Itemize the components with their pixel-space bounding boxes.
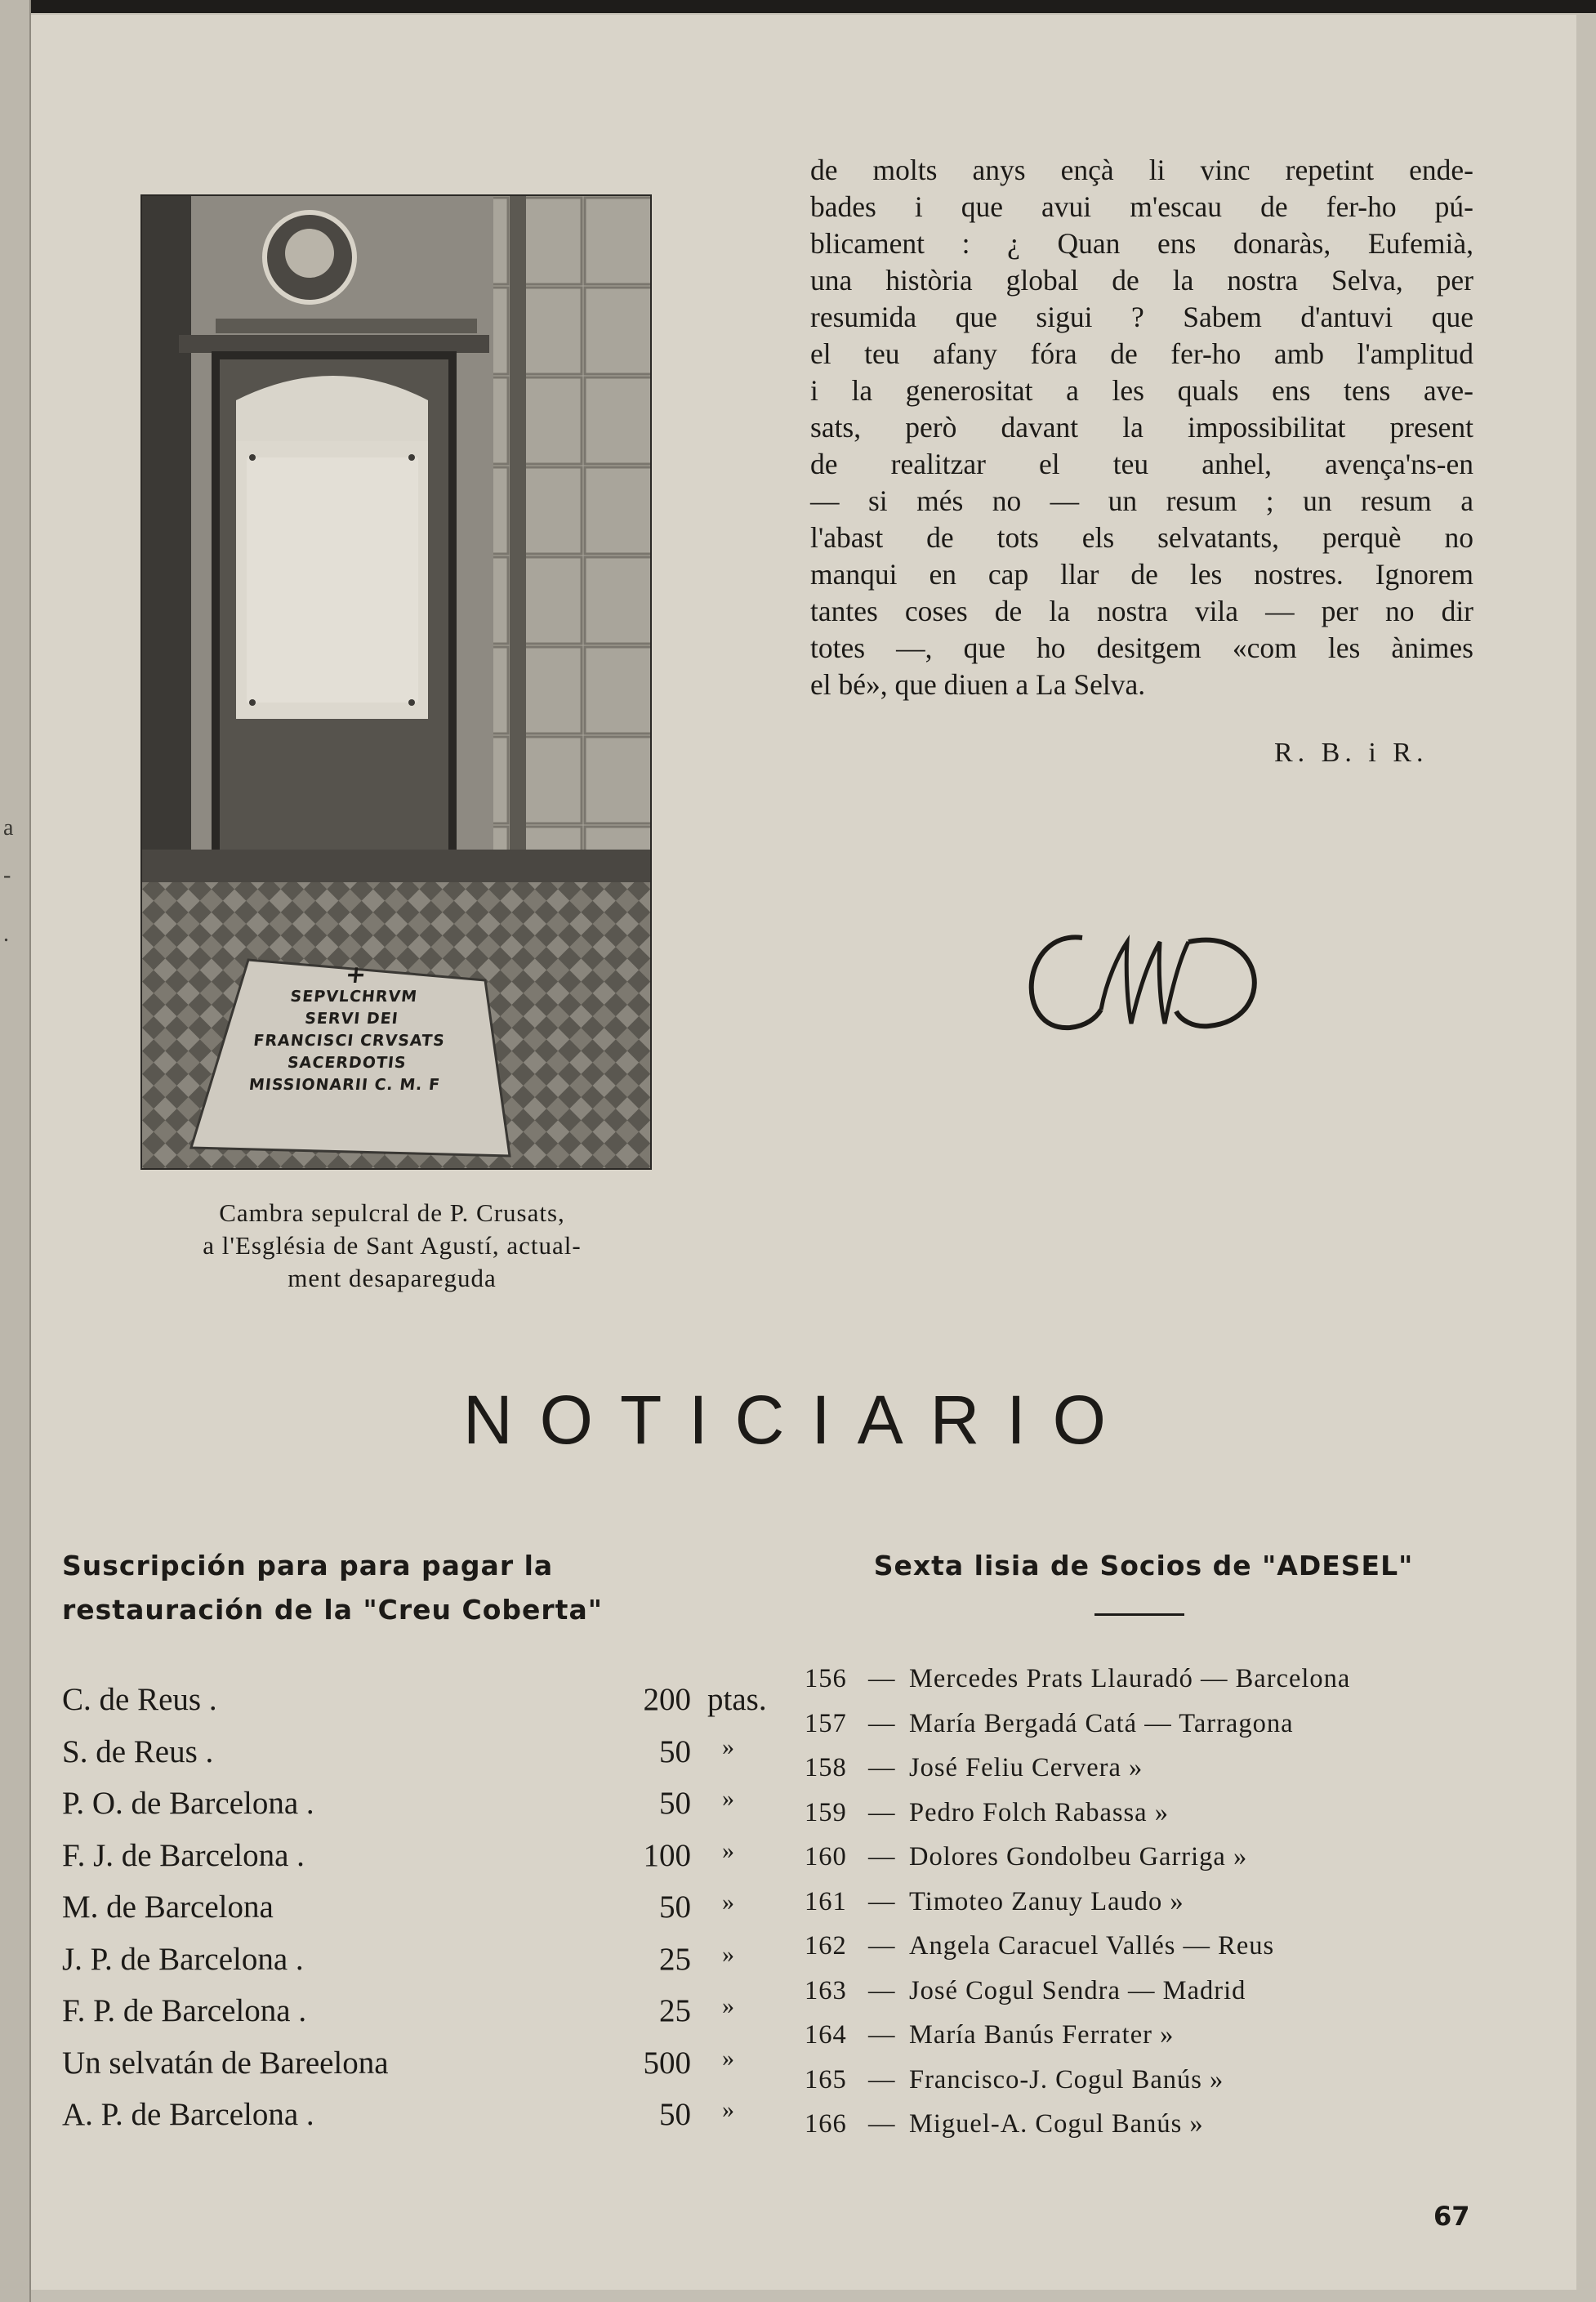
article-signature: R. B. i R.: [1274, 738, 1429, 768]
member-number: 164: [805, 2020, 847, 2050]
donations-list: [62, 1681, 767, 2148]
donation-row: [62, 1733, 740, 1786]
member-entry: José Feliu Cervera »: [909, 1753, 1144, 1782]
donation-amount: 100: [643, 1837, 691, 1873]
member-number: 158: [805, 1753, 847, 1782]
donor-name: J. P. de Barcelona .: [62, 1941, 304, 1977]
donation-amount: 500: [643, 2045, 691, 2081]
member-entry: Mercedes Prats Llauradó — Barcelona: [909, 1664, 1351, 1693]
section-heading: NOTICIARIO: [462, 1381, 1133, 1458]
member-number: 162: [805, 1931, 847, 1961]
member-entry: Pedro Folch Rabassa »: [909, 1797, 1169, 1827]
member-row: [805, 1664, 1523, 1709]
member-entry: María Bergadá Catá — Tarragona: [909, 1708, 1294, 1738]
article-line: resumida que sigui ? Sabem d'antuvi que: [810, 301, 1473, 333]
article-line: totes —, que ho desitgem «com les ànimes: [810, 631, 1473, 664]
member-dash: —: [868, 1664, 896, 1693]
member-number: 163: [805, 1975, 847, 2005]
article-line: blicament : ¿ Quan ens donaràs, Eufemià,: [810, 227, 1473, 260]
photo-caption: [147, 1197, 637, 1295]
donor-name: Un selvatán de Bareelona: [62, 2045, 389, 2081]
donation-unit: »: [722, 1785, 734, 1812]
tomb-inscription-line: SERVI DEI: [304, 1010, 399, 1028]
donation-amount: 50: [659, 2097, 691, 2132]
donation-row: [62, 1785, 740, 1837]
page-number: 67: [1433, 2201, 1470, 2232]
member-dash: —: [868, 2064, 896, 2095]
donation-unit: »: [722, 1836, 734, 1864]
donation-unit: »: [722, 1940, 734, 1968]
tomb-inscription-line: SACERDOTIS: [286, 1054, 408, 1072]
member-row: [805, 1887, 1523, 1932]
member-row: [805, 1753, 1523, 1798]
donor-name: A. P. de Barcelona .: [62, 2097, 314, 2132]
tomb-inscription-line: FRANCISCI CRVSATS: [252, 1032, 446, 1050]
member-number: 166: [805, 2109, 847, 2139]
donation-row: [62, 1889, 740, 1941]
donation-row: [62, 1941, 740, 1993]
member-row: [805, 2020, 1523, 2065]
member-entry: Angela Caracuel Vallés — Reus: [909, 1931, 1275, 1961]
donation-unit: ptas.: [707, 1682, 767, 1717]
member-entry: Dolores Gondolbeu Garriga »: [909, 1842, 1248, 1871]
donor-name: S. de Reus .: [62, 1733, 214, 1769]
donation-amount: 25: [659, 1993, 691, 2028]
tomb-photo: [140, 194, 652, 1170]
article-line: l'abast de tots els selvatants, perquè no: [810, 521, 1473, 554]
donor-name: F. J. de Barcelona .: [62, 1837, 305, 1873]
donation-unit: »: [722, 1889, 734, 1916]
tomb-inscription: [225, 961, 475, 1096]
member-dash: —: [868, 1708, 896, 1738]
member-row: [805, 1709, 1523, 1754]
donor-name: P. O. de Barcelona .: [62, 1786, 314, 1821]
page-top-edge: [0, 0, 1596, 13]
member-entry: María Banús Ferrater »: [909, 2020, 1175, 2050]
members-list: [805, 1664, 1523, 2154]
member-number: 157: [805, 1708, 847, 1738]
member-row: [805, 1931, 1523, 1976]
donation-row: [62, 2096, 740, 2148]
donation-amount: 50: [659, 1889, 691, 1925]
caption-line: Cambra sepulcral de P. Crusats,: [219, 1198, 565, 1227]
subscription-title-line: restauración de la "Creu Coberta": [62, 1594, 603, 1626]
member-dash: —: [868, 1842, 896, 1871]
member-number: 156: [805, 1664, 847, 1693]
member-dash: —: [868, 2020, 896, 2050]
article-line: de realitzar el teu anhel, avença'ns-en: [810, 448, 1473, 480]
member-row: [805, 2109, 1523, 2154]
member-number: 159: [805, 1797, 847, 1827]
member-entry: Francisco-J. Cogul Banús »: [909, 2064, 1224, 2095]
donation-row: [62, 2045, 740, 2097]
member-number: 161: [805, 1886, 847, 1916]
article-text: [810, 152, 1473, 703]
tomb-inscription-line: MISSIONARII C. M. F: [247, 1076, 442, 1094]
donation-unit: »: [722, 2096, 734, 2123]
donation-unit: »: [722, 1733, 734, 1760]
donation-row: [62, 1992, 740, 2045]
member-dash: —: [868, 1753, 896, 1782]
previous-page-gutter: a - .: [0, 0, 31, 2302]
member-row: [805, 2065, 1523, 2110]
donor-name: C. de Reus .: [62, 1682, 217, 1717]
member-entry: Miguel-A. Cogul Banús »: [909, 2109, 1204, 2139]
donation-unit: »: [722, 1992, 734, 2019]
article-line: una història global de la nostra Selva, per: [810, 264, 1473, 297]
tomb-inscription-cross: +: [344, 961, 368, 989]
donation-row: [62, 1681, 767, 1733]
article-line: i la generositat a les quals ens tens ave-: [810, 374, 1473, 407]
article-line: manqui en cap llar de les nostres. Ignorem: [810, 558, 1473, 591]
member-dash: —: [868, 1975, 896, 2005]
article-line: el teu afany fóra de fer-ho amb l'amplitud: [810, 337, 1473, 370]
donor-name: F. P. de Barcelona .: [62, 1993, 307, 2028]
donation-amount: 50: [659, 1733, 691, 1769]
donation-row: [62, 1837, 740, 1889]
member-entry: Timoteo Zanuy Laudo »: [909, 1886, 1184, 1916]
member-row: [805, 1798, 1523, 1843]
article-line: el bé», que diuen a La Selva.: [810, 668, 1146, 701]
donation-unit: »: [722, 2044, 734, 2072]
member-row: [805, 1842, 1523, 1887]
member-dash: —: [868, 1797, 896, 1827]
monogram-logo: [1005, 921, 1282, 1044]
article-line: — si més no — un resum ; un resum a: [810, 484, 1473, 517]
members-title: Sexta lisia de Socios de "ADESEL": [873, 1550, 1414, 1582]
tomb-inscription-line: SEPVLCHRVM: [289, 988, 419, 1006]
donation-amount: 50: [659, 1786, 691, 1821]
member-dash: —: [868, 2109, 896, 2139]
title-rule: [1094, 1613, 1184, 1616]
article-line: de molts anys ençà li vinc repetint ende-: [810, 154, 1473, 186]
donation-amount: 25: [659, 1941, 691, 1977]
member-entry: José Cogul Sendra — Madrid: [909, 1975, 1246, 2005]
member-number: 160: [805, 1842, 847, 1871]
caption-line: ment desapareguda: [288, 1264, 497, 1292]
subscription-title: [62, 1544, 683, 1632]
article-line: tantes coses de la nostra vila — per no dir: [810, 595, 1473, 627]
article-line: sats, però davant la impossibilitat present: [810, 411, 1473, 444]
donation-amount: 200: [643, 1682, 691, 1717]
member-dash: —: [868, 1931, 896, 1961]
donor-name: M. de Barcelona: [62, 1889, 274, 1925]
member-dash: —: [868, 1886, 896, 1916]
subscription-title-line: Suscripción para para pagar la: [62, 1550, 554, 1582]
caption-line: a l'Església de Sant Agustí, actual-: [203, 1231, 582, 1260]
member-row: [805, 1976, 1523, 2021]
article-line: bades i que avui m'escau de fer-ho pú-: [810, 190, 1473, 223]
member-number: 165: [805, 2064, 847, 2095]
